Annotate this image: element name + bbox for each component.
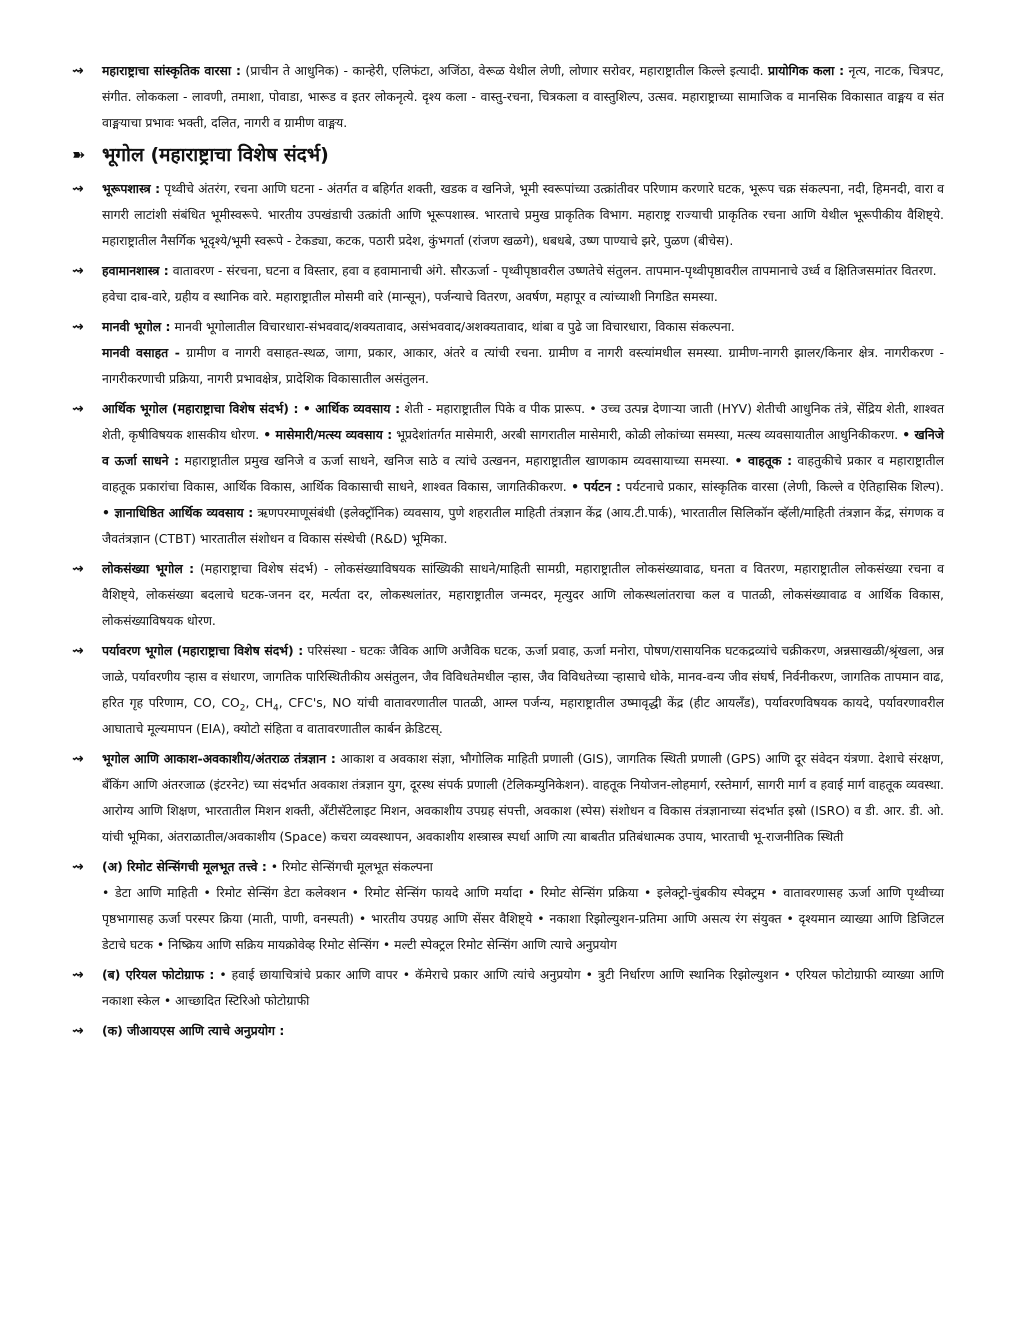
entry-remote-sensing: [72, 854, 944, 958]
entry-heading: भूरूपशास्त्र :: [102, 181, 161, 196]
entry-text: नृत्य, नाटक, चित्रपट, संगीत. लोककला - लावणी, तमाशा, पोवाडा, भारूड व इतर लोकनृत्ये. दृश्य कला - वास्तु-रचना, चित्रकला व वास्तुशिल्प, उत्सव. महाराष्ट्राच्या सामाजिक व मानसिक विकासात वाङ्मय व संत वाङ्मयाचा प्रभावः भक्ती, दलित, नागरी व ग्रामीण वाङ्मय.: [102, 63, 944, 130]
entry-heading: लोकसंख्या भूगोल :: [102, 561, 195, 576]
entry-text: पृथ्वीचे अंतरंग, रचना आणि घटना - अंतर्गत व बहिर्गत शक्ती, खडक व खनिजे, भूमी स्वरूपांच्या उत्क्रांतीवर परिणाम करणारे घटक, भूरूप चक्र संकल्पना, नदी, हिमनदी, वारा व सागरी लाटांशी संबंधित भूमीस्वरूपे. भारतीय उपखंडाची उत्क्रांती आणि भूरूपशास्त्र. भारताचे प्रमुख प्राकृतिक विभाग. महाराष्ट्र राज्याची प्राकृतिक रचना आणि येथील भूरूपीकीय वैशिष्ट्ये. महाराष्ट्रातील नैसर्गिक भूदृश्ये/भूमी स्वरूपे - टेकड्या, कटक, पठारी प्रदेश, कुंभगर्ता (रांजण खळगे), धबधबे, उष्ण पाण्याचे झरे, पुळण (बीचेस).: [102, 181, 944, 248]
entry-text: ग्रामीण व नागरी वसाहत-स्थळ, जागा, प्रकार, आकार, अंतरे व त्यांची रचना. ग्रामीण व नागरी वस्त्यांमधील समस्या. ग्रामीण-नागरी झालर/किनार क्षेत्र. नागरीकरण - नागरीकरणाची प्रक्रिया, नागरी प्रभावक्षेत्र, प्रादेशिक विकासातील असंतुलन.: [102, 345, 944, 386]
entry-subheading: • पर्यटन :: [571, 479, 621, 494]
entry-text: (प्राचीन ते आधुनिक) - कान्हेरी, एलिफंटा, अजिंठा, वेरूळ येथील लेणी, लोणार सरोवर, महाराष्ट्रातील किल्ले इत्यादी.: [245, 63, 764, 78]
entry-text: शेती - महाराष्ट्रातील पिके व पीक प्रारूप. • उच्च उत्पन्न देणाऱ्या जाती (HYV) शेतीची आधुनिक तंत्रे, सेंद्रिय शेती, शाश्वत शेती, कृषीविषयक शासकीय धोरण.: [102, 401, 945, 442]
entry-text: भूप्रदेशांतर्गत मासेमारी, अरबी सागरातील मासेमारी, कोळी लोकांच्या समस्या, मत्स्य व्यवसायातील आधुनिकीकरण.: [396, 427, 899, 442]
chem-subscript: 4: [273, 703, 279, 714]
entry-text: • हवाई छायाचित्रांचे प्रकार आणि वापर • कॅमेराचे प्रकार आणि त्यांचे अनुप्रयोग • त्रुटी निर्धारण आणि स्थानिक रिझोल्युशन • एरियल फोटोग्राफी व्याख्या आणि नकाशा स्केल • आच्छादित स्टिरिओ फोटोग्राफी: [102, 967, 945, 1008]
entry-subheading: • मासेमारी/मत्स्य व्यवसाय :: [263, 427, 393, 442]
entry-text: ऋणपरमाणूसंबंधी (इलेक्ट्रॉनिक) व्यवसाय, पुणे शहरातील माहिती तंत्रज्ञान केंद्र (आय.टी.पार्क), भारतातील सिलिकॉन व्हॅली/माहिती तंत्रज्ञान केंद्र, संगणक व जैवतंत्रज्ञान (CTBT) भारतातील संशोधन व विकास संस्थेची (R&D) भूमिका.: [102, 505, 944, 546]
entry-text: वाहतुकीचे प्रकार व महाराष्ट्रातील वाहतूक प्रकारांचा विकास, आर्थिक विकास, आर्थिक विकासाची साधने, शाश्वत विकास, जागतिकीकरण.: [102, 453, 944, 494]
arrow-bullet-icon: ⇝: [72, 63, 84, 79]
entry-heading: (क) जीआयएस आणि त्याचे अनुप्रयोग :: [102, 1023, 285, 1038]
entry-climatology: [72, 258, 944, 310]
entry-heading: महाराष्ट्राचा सांस्कृतिक वारसा :: [102, 63, 241, 78]
entry-population-geography: [72, 556, 944, 634]
entry-subheading: • वाहतूक :: [734, 453, 793, 468]
entry-subheading: • आर्थिक व्यवसाय :: [302, 401, 401, 416]
entry-aerial-photograph: [72, 962, 944, 1014]
entry-subheading: मानवी वसाहत -: [102, 345, 180, 360]
entry-text: आकाश व अवकाश संज्ञा, भौगोलिक माहिती प्रणाली (GIS), जागतिक स्थिती प्रणाली (GPS) आणि दूर संवेदन यंत्रणा. देशाचे संरक्षण, बँकिंग आणि अंतरजाळ (इंटरनेट) च्या संदर्भात अवकाश तंत्रज्ञान युग, दूरस्थ संपर्क प्रणाली (टेलिकम्युनिकेशन). वाहतूक नियोजन-लोहमार्ग, रस्तेमार्ग, सागरी मार्ग व हवाई मार्ग वाहतूक व्यवस्था. आरोग्य आणि शिक्षण, भारतातील मिशन शक्ती, अँटीसॅटेलाइट मिशन, अवकाशीय उपग्रह संपत्ती, अवकाश (स्पेस) संशोधन व विकास तंत्रज्ञानाच्या संदर्भात इस्रो (ISRO) व डी. आर. डी. ओ. यांची भूमिका, अंतराळातील/अवकाशीय (Space) कचरा व्यवस्थापन, अवकाशीय शस्त्रास्त्र स्पर्धा आणि त्या बाबतीत प्रतिबंधात्मक उपाय, भारताची भू-राजनीतिक स्थिती: [102, 751, 944, 844]
arrow-bullet-icon: ⇝: [72, 181, 84, 197]
entry-geomorphology: [72, 176, 944, 254]
section-title: भूगोल (महाराष्ट्राचा विशेष संदर्भ): [102, 144, 329, 166]
entry-heading: मानवी भूगोल :: [102, 319, 171, 334]
entry-text: • रिमोट सेन्सिंगची मूलभूत संकल्पना: [270, 859, 433, 874]
entry-text: , CFC's, NO यांची वातावरणातील पातळी, आम्ल पर्जन्य, महाराष्ट्रातील उष्मावृद्धी केंद्र (हीट आयलँड), पर्यावरणविषयक कायदे, पर्यावरणावरील आघाताचे मूल्यमापन (EIA), क्योटो संहिता व वातावरणातील कार्बन क्रेडिटस्.: [102, 695, 944, 736]
entry-subheading: प्रायोगिक कला :: [767, 63, 845, 78]
chem-co: CO, CO: [193, 695, 240, 710]
arrow-bullet-icon: ⇝: [72, 859, 84, 875]
syllabus-page: [72, 58, 944, 1048]
entry-human-geography: [72, 314, 944, 392]
entry-text: (महाराष्ट्राचा विशेष संदर्भ) - लोकसंख्याविषयक सांख्यिकी साधने/माहिती सामग्री, महाराष्ट्रातील लोकसंख्यावाढ, घनता व वितरण, महाराष्ट्रातील लोकसंख्या रचना व वैशिष्ट्ये, लोकसंख्या बदलाचे घटक-जनन दर, मर्त्यता दर, लोकस्थलांतर, महाराष्ट्रातील जन्मदर, मृत्युदर आणि लोकस्थलांतराचा कल व पातळी, लोकसंख्यावाढ व आर्थिक विकास, लोकसंख्याविषयक धोरण.: [102, 561, 944, 628]
arrow-bullet-icon: ⇝: [72, 967, 84, 983]
entry-text: हवेचा दाब-वारे, ग्रहीय व स्थानिक वारे. महाराष्ट्रातील मोसमी वारे (मान्सून), पर्जन्याचे वितरण, अवर्षण, महापूर व त्यांच्याशी निगडित समस्या.: [102, 289, 718, 304]
entry-heading: हवामानशास्त्र :: [102, 263, 169, 278]
double-arrow-icon: ➽: [72, 145, 86, 164]
chem-ch: , CH: [245, 695, 274, 710]
arrow-bullet-icon: ⇝: [72, 401, 84, 417]
entry-text: मानवी भूगोलातील विचारधारा-संभववाद/शक्यतावाद, असंभववाद/अशक्यतावाद, थांबा व पुढे जा विचारधारा, विकास संकल्पना.: [174, 319, 735, 334]
entry-heading: भूगोल आणि आकाश-अवकाशीय/अंतराळ तंत्रज्ञान :: [102, 751, 336, 766]
entry-space-technology: [72, 746, 944, 850]
entry-gis: [72, 1018, 944, 1044]
entry-cultural-heritage: [72, 58, 944, 136]
entry-subheading: • खनिजे व ऊर्जा साधने :: [102, 427, 944, 468]
entry-environmental-geography: [72, 638, 944, 742]
entry-heading: (ब) एरियल फोटोग्राफ :: [102, 967, 215, 982]
entry-heading: पर्यावरण भूगोल (महाराष्ट्राचा विशेष संदर्भ) :: [102, 643, 304, 658]
arrow-bullet-icon: ⇝: [72, 319, 84, 335]
arrow-bullet-icon: ⇝: [72, 561, 84, 577]
arrow-bullet-icon: ⇝: [72, 1023, 84, 1039]
chem-subscript: 2: [239, 703, 246, 714]
entry-heading: आर्थिक भूगोल (महाराष्ट्राचा विशेष संदर्भ) :: [102, 401, 299, 416]
entry-text: वातावरण - संरचना, घटना व विस्तार, हवा व हवामानाची अंगे. सौरऊर्जा - पृथ्वीपृष्ठावरील उष्णतेचे संतुलन. तापमान-पृथ्वीपृष्ठावरील तापमानाचे उर्ध्व व क्षितिजसमांतर वितरण.: [172, 263, 937, 278]
arrow-bullet-icon: ⇝: [72, 751, 84, 767]
entry-text: • डेटा आणि माहिती • रिमोट सेन्सिंग डेटा कलेक्शन • रिमोट सेन्सिंग फायदे आणि मर्यादा • रिमोट सेन्सिंग प्रक्रिया • इलेक्ट्रो-चुंबकीय स्पेक्ट्रम • वातावरणासह ऊर्जा आणि पृथ्वीच्या पृष्ठभागासह ऊर्जा परस्पर क्रिया (माती, पाणी, वनस्पती) • भारतीय उपग्रह आणि सेंसर वैशिष्ट्ये • नकाशा रिझोल्युशन-प्रतिमा आणि असत्य रंग संयुक्त • दृश्यमान व्याख्या आणि डिजिटल डेटाचे घटक • निष्क्रिय आणि सक्रिय मायक्रोवेव्ह रिमोट सेन्सिंग • मल्टी स्पेक्ट्रल रिमोट सेन्सिंग आणि त्याचे अनुप्रयोग: [102, 885, 944, 952]
entry-economic-geography: [72, 396, 944, 552]
arrow-bullet-icon: ⇝: [72, 263, 84, 279]
entry-text: परिसंस्था - घटकः जैविक आणि अजैविक घटक, ऊर्जा प्रवाह, ऊर्जा मनोरा, पोषण/रासायनिक घटकद्रव्यांचे चक्रीकरण, अन्नसाखळी/श्रृंखला, अन्न जाळे, पर्यावरणीय ऱ्हास व संधारण, जागतिक पारिस्थितीकीय असंतुलन, जैव विविधतेमधील ऱ्हास, जैव विविधतेच्या ऱ्हासाचे धोके, मानव-वन्य जीव संघर्ष, निर्वनीकरण, जागतिक तापमान वाढ, हरित गृह परिणाम,: [102, 643, 944, 710]
entry-text: पर्यटनाचे प्रकार, सांस्कृतिक वारसा (लेणी, किल्ले व ऐतिहासिक शिल्प).: [625, 479, 944, 494]
entry-text: महाराष्ट्रातील प्रमुख खनिजे व ऊर्जा साधने, खनिज साठे व त्यांचे उत्खनन, महाराष्ट्रातील खाणकाम व्यवसायाच्या समस्या.: [184, 453, 730, 468]
section-heading: [72, 140, 944, 170]
entry-heading: (अ) रिमोट सेन्सिंगची मूलभूत तत्त्वे :: [102, 859, 267, 874]
arrow-bullet-icon: ⇝: [72, 643, 84, 659]
entry-subheading: • ज्ञानाधिष्ठित आर्थिक व्यवसाय :: [102, 505, 254, 520]
